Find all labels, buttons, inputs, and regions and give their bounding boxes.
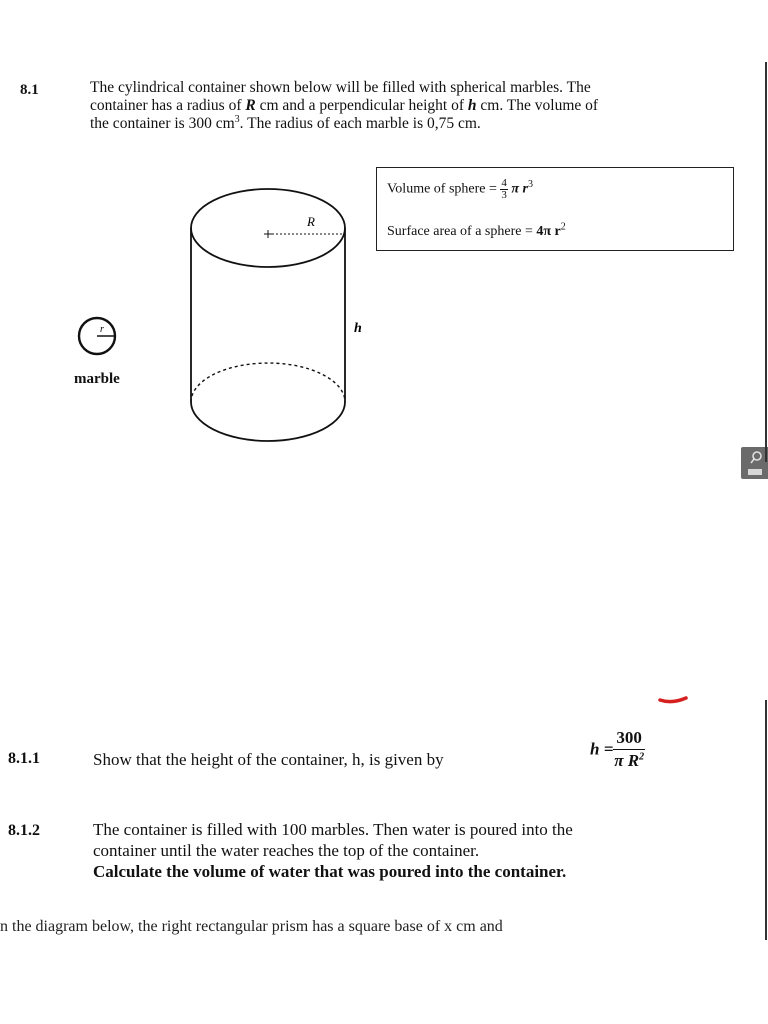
sphere-volume-formula: Volume of sphere = $\frac{4}{3}$ π $r^3$ bbox=[387, 177, 533, 201]
page-edge-line-top bbox=[765, 62, 767, 462]
cylinder-bottom-hidden-arc bbox=[191, 363, 345, 402]
question-number-8-1-1: 8.1.1 bbox=[8, 750, 40, 767]
question-8-1-line1: The cylindrical container shown below will be filled with spherical marbles. The bbox=[90, 79, 591, 96]
cylinder-diagram bbox=[180, 180, 380, 460]
cutoff-text-line: n the diagram below, the right rectangular prism has a square base of x cm and bbox=[0, 918, 503, 935]
question-number-8-1: 8.1 bbox=[20, 82, 39, 98]
marble-radius-label: r bbox=[100, 324, 104, 335]
question-8-1-line2: container has a radius of R cm and a perpendicular height of h cm. The volume of bbox=[90, 97, 599, 114]
cylinder-bottom-front-arc bbox=[191, 402, 345, 441]
question-8-1-text bbox=[90, 79, 700, 133]
side-zoom-widget[interactable] bbox=[741, 447, 768, 479]
question-8-1-line3: the container is 300 $cm^3$. The radius of each marble is 0,75 cm. bbox=[90, 113, 481, 132]
magnifier-icon bbox=[741, 447, 768, 479]
formula-box bbox=[376, 167, 734, 251]
question-8-1-2-line2: container until the water reaches the top of the container. bbox=[93, 841, 480, 860]
question-8-1-2-text bbox=[93, 819, 763, 882]
cylinder-top-ellipse bbox=[191, 189, 345, 267]
question-8-1-2-line1: The container is filled with 100 marbles. Then water is poured into the bbox=[93, 820, 573, 839]
marble-diagram bbox=[70, 315, 126, 359]
question-number-8-1-2: 8.1.2 bbox=[8, 822, 40, 839]
sphere-area-formula: Surface area of a sphere = 4π $r^2$ bbox=[387, 221, 566, 239]
marble-label: marble bbox=[74, 371, 120, 387]
question-8-1-2-line3: Calculate the volume of water that was poured into the container. bbox=[93, 862, 567, 881]
height-label: h bbox=[354, 321, 362, 336]
page-edge-line-bottom bbox=[765, 700, 767, 940]
red-pen-mark bbox=[658, 694, 690, 708]
radius-label: R bbox=[307, 214, 315, 229]
height-formula: h = $\frac{300}{\pi R^2}$ bbox=[590, 728, 645, 770]
question-8-1-1-text: Show that the height of the container, h, is given by bbox=[93, 750, 444, 769]
